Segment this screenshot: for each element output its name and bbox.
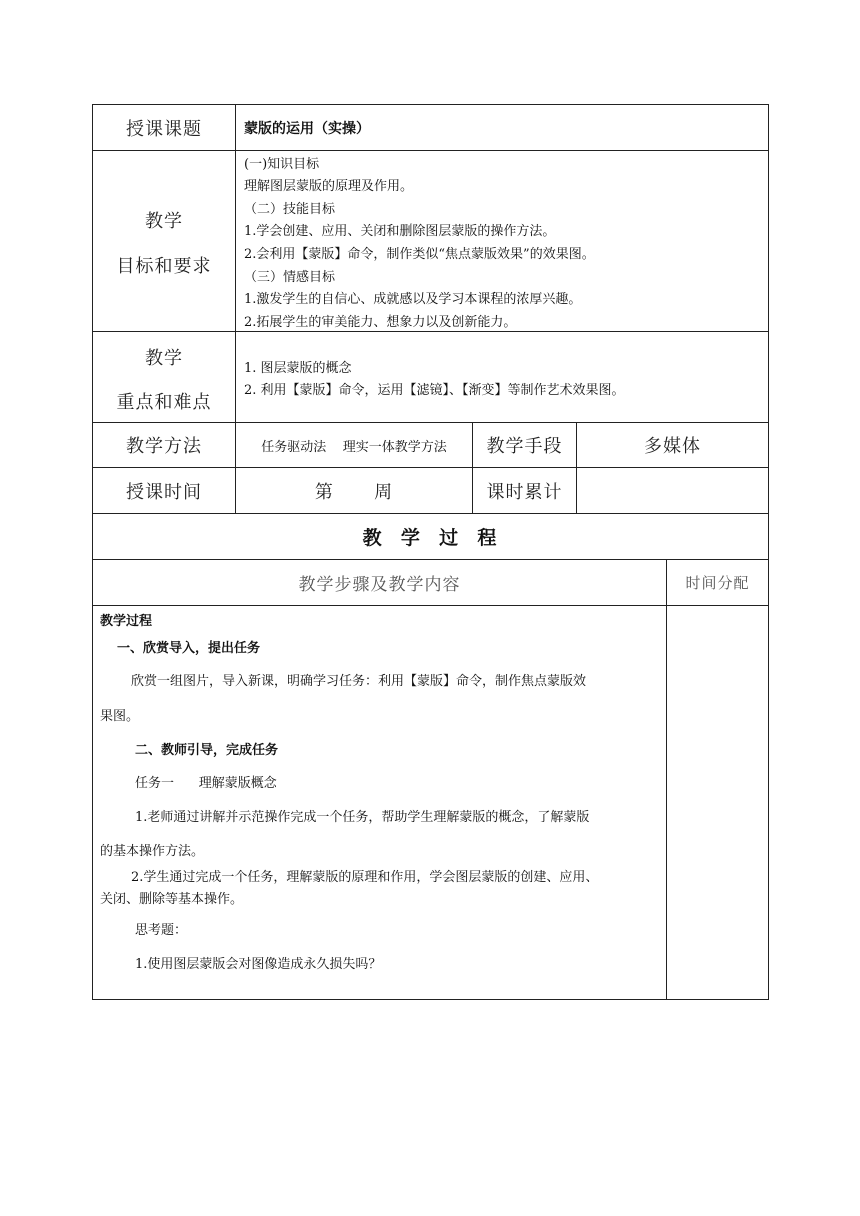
keypoints-label-line2: 重点和难点 xyxy=(116,392,212,413)
keypoint-line: 1. 图层蒙版的概念 xyxy=(244,361,352,376)
method-label: 教学方法 xyxy=(126,436,202,457)
process-title: 教 学 过 程 xyxy=(362,527,499,549)
keypoint-line: 2. 利用【蒙版】命令，运用【滤镜】、【渐变】等制作艺术效果图。 xyxy=(244,383,625,398)
question-line: 1.使用图层蒙版会对图像造成永久损失吗？ xyxy=(135,957,382,972)
col-content-header: 教学步骤及教学内容 xyxy=(298,575,461,595)
cumulative-label: 课时累计 xyxy=(486,481,563,503)
keypoints-label-line1: 教学 xyxy=(145,348,183,369)
means-label: 教学手段 xyxy=(486,436,563,457)
section-heading: 一、欣赏导入，提出任务 xyxy=(117,641,261,656)
paragraph-line: 关闭、删除等基本操作。 xyxy=(100,892,244,907)
col-time-header: 时间分配 xyxy=(685,574,750,592)
objective-line: 理解图层蒙版的原理及作用。 xyxy=(244,179,414,194)
topic-label: 授课课题 xyxy=(126,118,202,140)
process-heading: 教学过程 xyxy=(100,614,153,629)
paragraph-line: 果图。 xyxy=(100,709,140,724)
objective-line: 1.激发学生的自信心、成就感以及学习本课程的浓厚兴趣。 xyxy=(244,292,582,307)
objectives-label xyxy=(93,151,235,331)
objective-line: 2.拓展学生的审美能力、想象力以及创新能力。 xyxy=(244,315,517,330)
objectives-label-line2: 目标和要求 xyxy=(116,256,212,277)
table-border-bottom xyxy=(92,999,769,1000)
paragraph-line: 1.老师通过讲解并示范操作完成一个任务，帮助学生理解蒙版的概念，了解蒙版 xyxy=(135,810,590,825)
objectives-label-line1: 教学 xyxy=(145,211,183,232)
cumulative-value xyxy=(577,468,768,513)
topic-value: 蒙版的运用（实操） xyxy=(244,120,370,137)
section-heading: 二、教师引导，完成任务 xyxy=(135,743,279,758)
time-label: 授课时间 xyxy=(126,481,202,503)
objective-line: 1.学会创建、应用、关闭和删除图层蒙版的操作方法。 xyxy=(244,224,556,239)
think-heading: 思考题： xyxy=(135,923,188,938)
paragraph-line: 欣赏一组图片，导入新课，明确学习任务：利用【蒙版】命令，制作焦点蒙版效 xyxy=(131,674,587,689)
objective-line: （三）情感目标 xyxy=(244,270,336,285)
paragraph-line: 2.学生通过完成一个任务，理解蒙版的原理和作用，学会图层蒙版的创建、应用、 xyxy=(131,870,599,885)
objective-line: 2.会利用【蒙版】命令，制作类似“焦点蒙版效果”的效果图。 xyxy=(244,247,595,262)
method-value: 任务驱动法 理实一体教学方法 xyxy=(261,439,447,455)
objective-line: (一)知识目标 xyxy=(244,157,320,172)
keypoints-label xyxy=(93,332,235,422)
table-rule xyxy=(666,559,667,999)
task-heading: 任务一 理解蒙版概念 xyxy=(135,776,277,791)
paragraph-line: 的基本操作方法。 xyxy=(100,844,205,859)
time-value: 第 周 xyxy=(314,481,394,503)
table-rule xyxy=(92,605,769,606)
table-border-right xyxy=(768,104,769,1000)
means-value: 多媒体 xyxy=(644,436,701,457)
objective-line: （二）技能目标 xyxy=(244,202,336,217)
